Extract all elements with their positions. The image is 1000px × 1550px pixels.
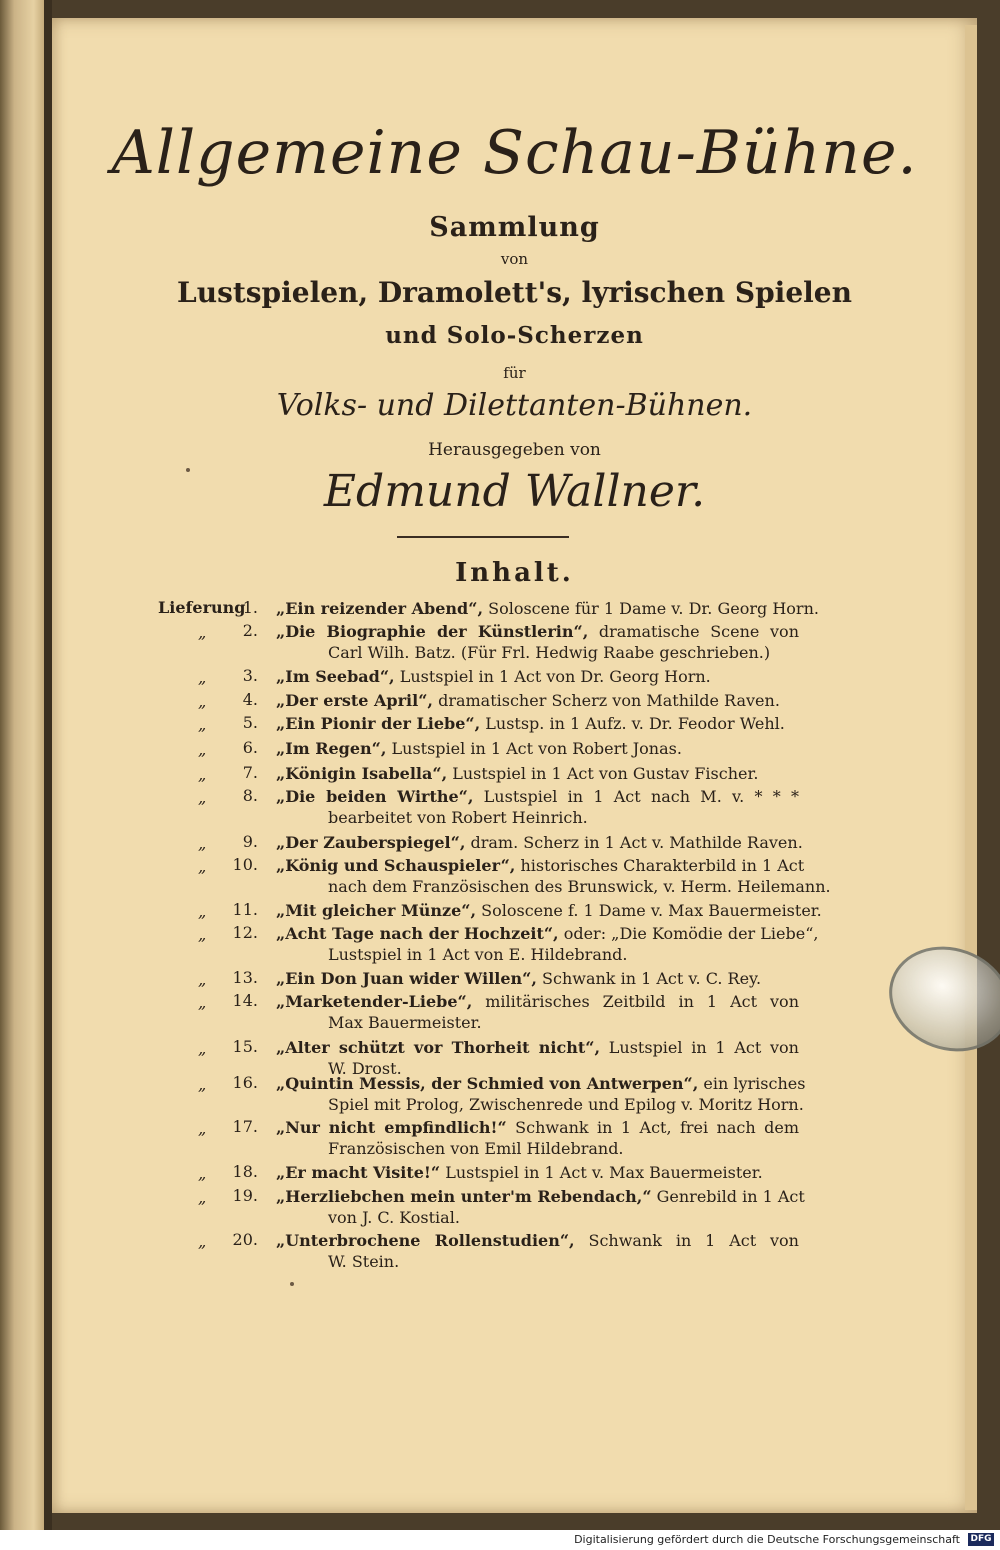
entry-number: 11. <box>232 900 258 919</box>
entry-line <box>276 738 799 759</box>
entry-title: „Mit gleicher Münze“, <box>276 901 477 920</box>
toc-entry <box>276 763 799 784</box>
editor-name: Edmund Wallner. <box>323 466 706 517</box>
entry-title: „Quintin Messis, der Schmied von Antwerpen“, <box>276 1074 699 1093</box>
entry-number: 20. <box>232 1230 258 1249</box>
contents-heading: Inhalt. <box>455 558 574 588</box>
entry-title: „Acht Tage nach der Hochzeit“, <box>276 924 559 943</box>
page-title: Allgemeine Schau-Bühne. <box>111 118 918 188</box>
ditto-mark: „ <box>198 788 207 807</box>
entry-line <box>276 923 819 944</box>
entry-number: 5. <box>242 713 258 732</box>
book-binding <box>0 0 48 1530</box>
ditto-mark: „ <box>198 993 207 1012</box>
ditto-mark: „ <box>198 765 207 784</box>
von-label: von <box>500 250 529 268</box>
ditto-mark: „ <box>198 715 207 734</box>
entry-continuation: W. Stein. <box>328 1252 400 1271</box>
ditto-mark: „ <box>198 1188 207 1207</box>
entry-title: „Ein Don Juan wider Willen“, <box>276 969 537 988</box>
entry-continuation: nach dem Französischen des Brunswick, v. Herm. Heilemann. <box>328 877 831 896</box>
audience-line: Volks- und Dilettanten-Bühnen. <box>276 388 753 423</box>
entry-line <box>276 991 799 1012</box>
entry-line <box>276 1230 799 1251</box>
ditto-mark: „ <box>198 740 207 759</box>
entry-title: „Ein Pionir der Liebe“, <box>276 714 481 733</box>
entry-title: „Nur nicht empfindlich!“ <box>276 1118 507 1137</box>
ditto-mark: „ <box>198 970 207 989</box>
entry-line <box>276 855 805 876</box>
entry-number: 12. <box>232 923 258 942</box>
ditto-mark: „ <box>198 668 207 687</box>
entry-line <box>276 690 799 711</box>
toc-entry <box>276 1186 805 1228</box>
entry-number: 16. <box>232 1073 258 1092</box>
entry-line <box>276 1073 806 1094</box>
footer-credit: Digitalisierung gefördert durch die Deutsche Forschungsgemeinschaft <box>574 1533 960 1546</box>
entry-number: 15. <box>232 1037 258 1056</box>
toc-entry <box>276 855 831 897</box>
entry-continuation: bearbeitet von Robert Heinrich. <box>328 808 588 827</box>
ditto-mark: „ <box>198 1164 207 1183</box>
ditto-mark: „ <box>198 834 207 853</box>
entry-description: Schwank in 1 Act von <box>574 1231 799 1250</box>
page-edge <box>965 25 977 1510</box>
ditto-mark: „ <box>198 857 207 876</box>
entry-title: „Königin Isabella“, <box>276 764 448 783</box>
entry-title: „Er macht Visite!“ <box>276 1163 441 1182</box>
entry-number: 7. <box>242 763 258 782</box>
entry-line <box>276 621 799 642</box>
entry-description: Soloscene f. 1 Dame v. Max Bauermeister. <box>476 901 822 920</box>
entry-line <box>276 786 799 807</box>
entry-description: Schwank in 1 Act, frei nach dem <box>506 1118 800 1137</box>
entry-description: oder: „Die Komödie der Liebe“, <box>558 924 819 943</box>
lieferung-label: Lieferung <box>158 598 246 617</box>
toc-entry <box>276 598 819 619</box>
entry-number: 8. <box>242 786 258 805</box>
toc-entry <box>276 832 803 853</box>
entry-number: 10. <box>232 855 258 874</box>
entry-description: Genrebild in 1 Act <box>651 1187 805 1206</box>
entry-number: 9. <box>242 832 258 851</box>
entry-line <box>276 598 819 619</box>
entry-title: „Alter schützt vor Thorheit nicht“, <box>276 1038 601 1057</box>
entry-continuation: Lustspiel in 1 Act von E. Hildebrand. <box>328 945 628 964</box>
entry-title: „Im Regen“, <box>276 739 387 758</box>
dfg-logo: DFG <box>968 1533 994 1546</box>
binding-gutter <box>44 0 52 1530</box>
entry-number: 13. <box>232 968 258 987</box>
entry-line <box>276 1186 805 1207</box>
toc-entry <box>276 666 799 687</box>
entry-line <box>276 1117 799 1138</box>
entry-title: „Im Seebad“, <box>276 667 395 686</box>
toc-entry <box>276 900 822 921</box>
entry-description: Lustspiel in 1 Act von Dr. Georg Horn. <box>394 667 711 686</box>
ditto-mark: „ <box>198 1232 207 1251</box>
toc-entry <box>276 621 799 663</box>
entry-description: Lustspiel in 1 Act nach M. v. * * * <box>473 787 799 806</box>
entry-description: Soloscene für 1 Dame v. Dr. Georg Horn. <box>483 599 819 618</box>
entry-continuation: Spiel mit Prolog, Zwischenrede und Epilog v. Moritz Horn. <box>328 1095 804 1114</box>
ditto-mark: „ <box>198 925 207 944</box>
toc-entry <box>276 1230 799 1272</box>
entry-line <box>276 666 799 687</box>
ditto-mark: „ <box>198 1119 207 1138</box>
entry-number: 14. <box>232 991 258 1010</box>
toc-entry <box>276 738 799 759</box>
paper-speck <box>186 468 190 472</box>
entry-number: 2. <box>242 621 258 640</box>
toc-entry <box>276 786 799 828</box>
genre-line-2: und Solo-Scherzen <box>385 322 644 349</box>
entry-title: „Die Biographie der Künstlerin“, <box>276 622 589 641</box>
entry-description: Lustspiel in 1 Act von Robert Jonas. <box>386 739 682 758</box>
collection-label: Sammlung <box>429 212 600 243</box>
entry-title: „Marketender-Liebe“, <box>276 992 473 1011</box>
entry-number: 6. <box>242 738 258 757</box>
entry-description: historisches Charakterbild in 1 Act <box>515 856 805 875</box>
entry-continuation: Französischen von Emil Hildebrand. <box>328 1139 624 1158</box>
entry-number: 3. <box>242 666 258 685</box>
entry-line <box>276 763 799 784</box>
toc-entry <box>276 1073 806 1115</box>
divider-rule <box>397 536 569 538</box>
entry-description: Lustspiel in 1 Act von Gustav Fischer. <box>447 764 759 783</box>
entry-title: „Unterbrochene Rollenstudien“, <box>276 1231 575 1250</box>
entry-title: „Der erste April“, <box>276 691 433 710</box>
entry-line <box>276 900 822 921</box>
ditto-mark: „ <box>198 623 207 642</box>
toc-entry <box>276 991 799 1033</box>
ditto-mark: „ <box>198 902 207 921</box>
ditto-mark: „ <box>198 692 207 711</box>
entry-description: Lustspiel in 1 Act v. Max Bauermeister. <box>440 1163 763 1182</box>
entry-title: „Ein reizender Abend“, <box>276 599 484 618</box>
toc-entry <box>276 1162 799 1183</box>
entry-title: „König und Schauspieler“, <box>276 856 516 875</box>
entry-number: 1. <box>242 598 258 617</box>
entry-description: militärisches Zeitbild in 1 Act von <box>472 992 799 1011</box>
entry-continuation: Max Bauermeister. <box>328 1013 482 1032</box>
ditto-mark: „ <box>198 1039 207 1058</box>
entry-description: dramatischer Scherz von Mathilde Raven. <box>432 691 780 710</box>
entry-description: Lustspiel in 1 Act von <box>600 1038 799 1057</box>
entry-number: 4. <box>242 690 258 709</box>
entry-line <box>276 968 799 989</box>
entry-line <box>276 832 803 853</box>
genre-line-1: Lustspielen, Dramolett's, lyrischen Spielen <box>177 276 852 309</box>
entry-title: „Herzliebchen mein unter'm Rebendach,“ <box>276 1187 652 1206</box>
entry-description: Schwank in 1 Act v. C. Rey. <box>536 969 762 988</box>
entry-continuation: von J. C. Kostial. <box>328 1208 460 1227</box>
entry-line <box>276 1162 799 1183</box>
entry-title: „Die beiden Wirthe“, <box>276 787 474 806</box>
fuer-label: für <box>503 364 526 382</box>
entry-number: 18. <box>232 1162 258 1181</box>
entry-description: dramatische Scene von <box>588 622 799 641</box>
editor-label: Herausgegeben von <box>428 440 601 460</box>
toc-entry <box>276 968 799 989</box>
entry-line <box>276 713 799 734</box>
entry-number: 19. <box>232 1186 258 1205</box>
entry-continuation: Carl Wilh. Batz. (Für Frl. Hedwig Raabe geschrieben.) <box>328 643 771 662</box>
toc-entry <box>276 923 819 965</box>
entry-description: dram. Scherz in 1 Act v. Mathilde Raven. <box>465 833 803 852</box>
toc-entry <box>276 690 799 711</box>
entry-description: ein lyrisches <box>698 1074 806 1093</box>
toc-entry <box>276 713 799 734</box>
entry-title: „Der Zauberspiegel“, <box>276 833 466 852</box>
paper-speck <box>290 1282 294 1286</box>
entry-description: Lustsp. in 1 Aufz. v. Dr. Feodor Wehl. <box>480 714 785 733</box>
entry-continuation: W. Drost. <box>328 1059 402 1078</box>
toc-entry <box>276 1117 799 1159</box>
entry-line <box>276 1037 799 1058</box>
entry-number: 17. <box>232 1117 258 1136</box>
ditto-mark: „ <box>198 1075 207 1094</box>
